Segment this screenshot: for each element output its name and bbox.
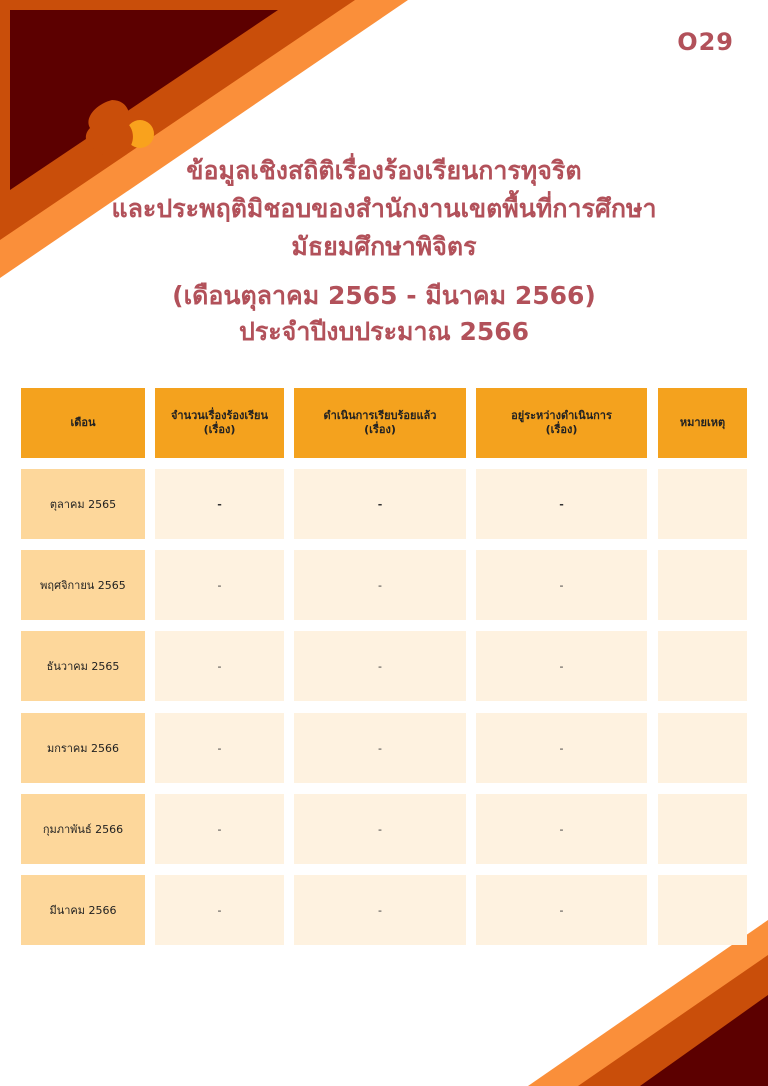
row-5-complaints: -: [155, 794, 284, 864]
row-5-remarks: [658, 794, 747, 864]
row-5-completed: -: [294, 794, 466, 864]
row-2-remarks: [658, 550, 747, 620]
row-3-month: ธันวาคม 2565: [21, 631, 145, 701]
document-code: O29: [677, 28, 734, 56]
row-5-month: กุมภาพันธ์ 2566: [21, 794, 145, 864]
row-6-month: มีนาคม 2566: [21, 875, 145, 945]
budget-year-label: ประจำปีงบประมาณ 2566: [238, 317, 530, 346]
title-block: [0, 152, 768, 266]
row-4-completed: -: [294, 713, 466, 783]
row-1-in-progress: -: [476, 469, 647, 539]
row-1-completed: -: [294, 469, 466, 539]
row-2-in-progress: -: [476, 550, 647, 620]
period-label: (เดือนตุลาคม 2565 - มีนาคม 2566): [172, 281, 596, 310]
row-2-month: พฤศจิกายน 2565: [21, 550, 145, 620]
row-2-complaints: -: [155, 550, 284, 620]
row-5-in-progress: -: [476, 794, 647, 864]
row-3-complaints: -: [155, 631, 284, 701]
header-completed: ดำเนินการเรียบร้อยแล้ว (เรื่อง): [294, 388, 466, 458]
row-6-remarks: [658, 875, 747, 945]
row-4-remarks: [658, 713, 747, 783]
row-2-completed: -: [294, 550, 466, 620]
header-remarks: หมายเหตุ: [658, 388, 747, 458]
row-1-month: ตุลาคม 2565: [21, 469, 145, 539]
row-4-in-progress: -: [476, 713, 647, 783]
row-3-completed: -: [294, 631, 466, 701]
title-line-2: และประพฤติมิชอบของสำนักงานเขตพื้นที่การศึกษา: [111, 194, 657, 223]
row-1-complaints: -: [155, 469, 284, 539]
header-month: เดือน: [21, 388, 145, 458]
subtitle-block: [0, 278, 768, 350]
row-4-complaints: -: [155, 713, 284, 783]
header-complaints: จำนวนเรื่องร้องเรียน (เรื่อง): [155, 388, 284, 458]
row-3-in-progress: -: [476, 631, 647, 701]
row-6-in-progress: -: [476, 875, 647, 945]
row-6-completed: -: [294, 875, 466, 945]
title-line-1: ข้อมูลเชิงสถิติเรื่องร้องเรียนการทุจริต: [186, 156, 582, 185]
row-3-remarks: [658, 631, 747, 701]
row-4-month: มกราคม 2566: [21, 713, 145, 783]
row-6-complaints: -: [155, 875, 284, 945]
header-in-progress: อยู่ระหว่างดำเนินการ (เรื่อง): [476, 388, 647, 458]
title-line-3: มัธยมศึกษาพิจิตร: [291, 232, 477, 261]
row-1-remarks: [658, 469, 747, 539]
